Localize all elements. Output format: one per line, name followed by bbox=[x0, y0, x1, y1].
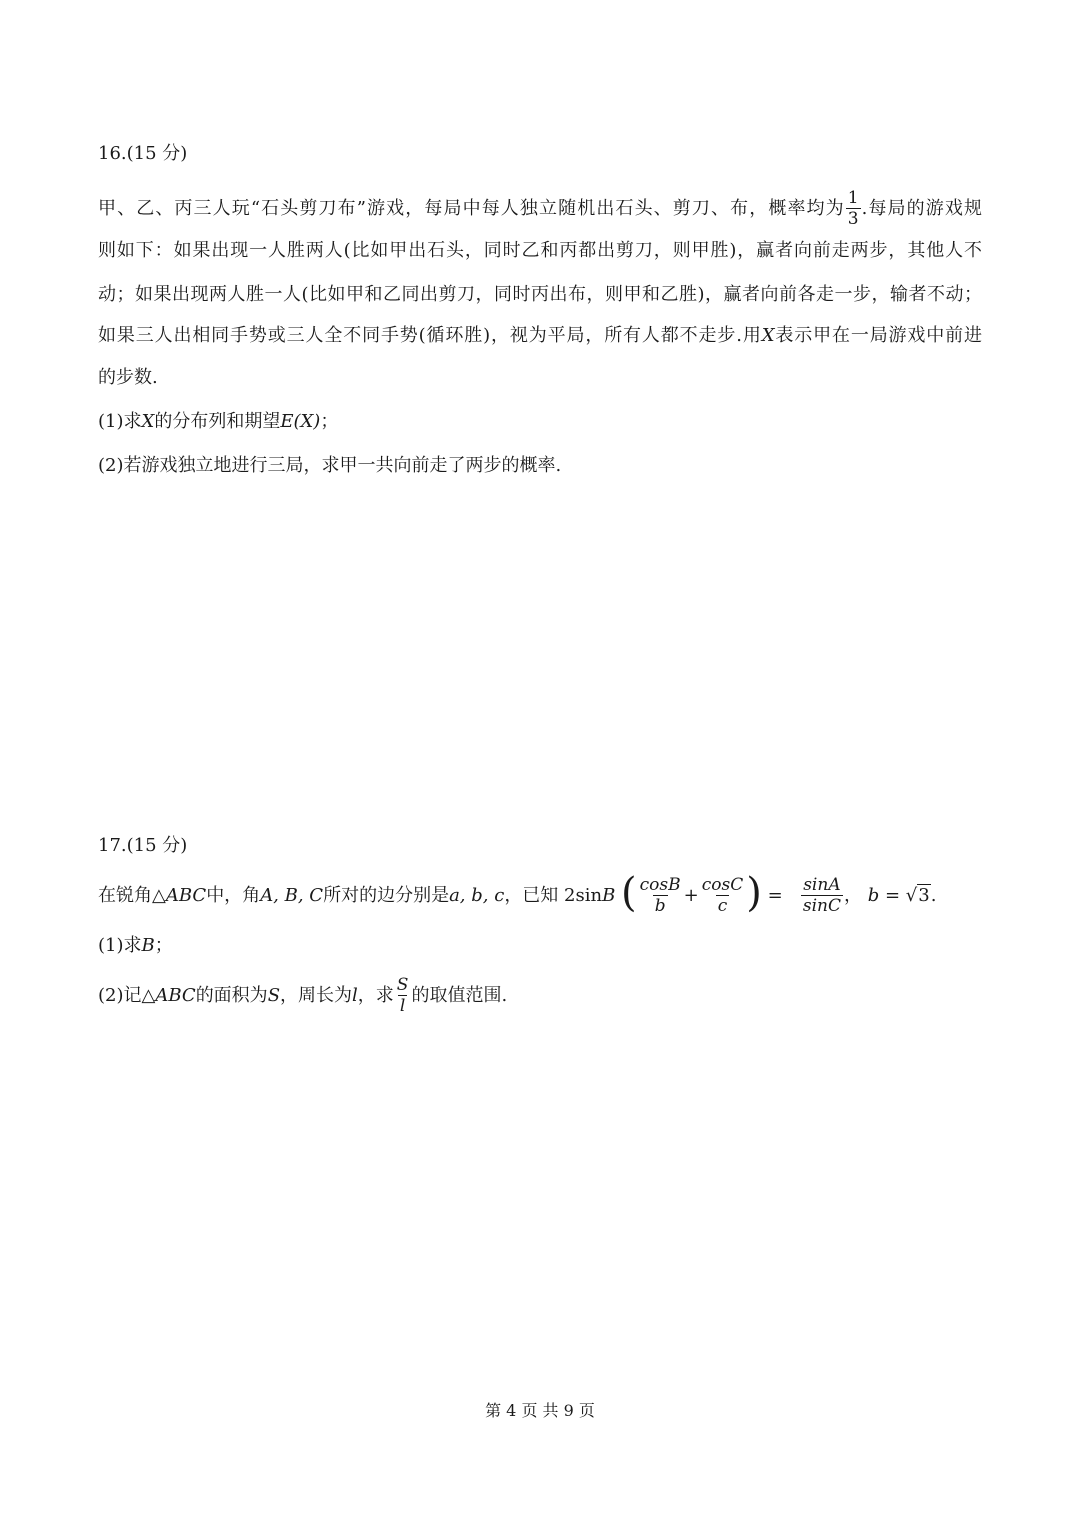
q17-sub-2 bbox=[98, 972, 507, 1020]
fraction-cosc-over-c bbox=[700, 877, 746, 915]
q16-sub1-tail: ； bbox=[320, 411, 339, 432]
q16-line-5: 的步数. bbox=[98, 367, 158, 388]
frac-num: sinA bbox=[803, 875, 841, 895]
q16-sub1-label: (1)求 bbox=[98, 411, 142, 432]
q17-line-1 bbox=[98, 870, 936, 922]
page-footer: 第 4 页 共 9 页 bbox=[485, 1401, 595, 1420]
b-equals: b = bbox=[867, 885, 906, 906]
q17-sub1-label: (1)求 bbox=[98, 935, 142, 956]
q17-header: 17.(15 分) bbox=[98, 835, 188, 856]
q17-sub2-label: (2)记△ bbox=[98, 985, 156, 1006]
fraction-cosb-over-b bbox=[638, 877, 683, 915]
q16-header: 16.(15 分) bbox=[98, 143, 188, 164]
var-b: B bbox=[141, 935, 155, 956]
equals-sign: = bbox=[767, 885, 783, 906]
var-l: l bbox=[352, 985, 358, 1006]
q16-line-1 bbox=[98, 190, 982, 228]
angles-abc: A, B, C bbox=[260, 885, 324, 906]
q16-line-3: 动；如果出现两人胜一人(比如甲和乙同出剪刀，同时丙出布，则甲和乙胜)，赢者向前各走一步，输者不动； bbox=[98, 284, 982, 305]
q16-sub1-text: 的分布列和期望 bbox=[154, 411, 281, 432]
var-x: X bbox=[141, 411, 155, 432]
sides-abc: a, b, c bbox=[449, 885, 505, 906]
frac-num: S bbox=[396, 975, 409, 995]
frac-num: 1 bbox=[847, 188, 859, 208]
q16-line4-text: 如果三人出相同手势或三人全不同手势(循环胜)，视为平局，所有人都不走步.用 bbox=[98, 325, 762, 346]
plus-sign: + bbox=[683, 885, 699, 906]
q17-l1-b: 所对的边分别是 bbox=[323, 885, 450, 906]
frac-num: cosC bbox=[701, 875, 744, 895]
var-s: S bbox=[267, 985, 281, 1006]
frac-den: c bbox=[717, 896, 728, 916]
q16-sub-2: (2)若游戏独立地进行三局，求甲一共向前走了两步的概率. bbox=[98, 455, 562, 476]
q16-line-4 bbox=[98, 324, 982, 348]
right-paren: ) bbox=[746, 870, 762, 916]
q16-line-2: 则如下：如果出现一人胜两人(比如甲出石头，同时乙和丙都出剪刀，则甲胜)，赢者向前走两步，其他人不 bbox=[98, 240, 982, 261]
q17-sub2-c: ，求 bbox=[357, 985, 394, 1006]
frac-num: cosB bbox=[639, 875, 681, 895]
q17-l1-end: . bbox=[930, 885, 937, 906]
sqrt-icon: √ bbox=[905, 885, 918, 906]
triangle-abc: ABC bbox=[165, 885, 207, 906]
q16-fraction-one-third bbox=[846, 190, 861, 228]
var-b: B bbox=[602, 885, 616, 906]
q16-sub-1 bbox=[98, 410, 338, 434]
q17-l1-comma: ， bbox=[843, 885, 862, 906]
q17-sub1-tail: ； bbox=[154, 935, 173, 956]
q17-l1-c: ，已知 2sin bbox=[504, 885, 603, 906]
q17-sub2-b: ，周长为 bbox=[280, 985, 353, 1006]
q17-sub2-a: 的面积为 bbox=[195, 985, 268, 1006]
q17-sub-1 bbox=[98, 934, 173, 958]
q17-l1-a: 中，角 bbox=[206, 885, 261, 906]
q16-line1-tail: .每局的游戏规 bbox=[861, 198, 982, 219]
q17-l1-text: 在锐角△ bbox=[98, 885, 166, 906]
frac-den: 3 bbox=[847, 209, 859, 229]
q16-line4-tail: 表示甲在一局游戏中前进 bbox=[774, 325, 983, 346]
sqrt-value: 3 bbox=[918, 885, 930, 906]
fraction-s-over-l bbox=[395, 977, 411, 1015]
frac-den: l bbox=[399, 996, 406, 1016]
q17-sub2-end: 的取值范围. bbox=[411, 985, 508, 1006]
left-paren: ( bbox=[621, 870, 637, 916]
var-x: X bbox=[761, 325, 775, 346]
triangle-abc: ABC bbox=[155, 985, 196, 1006]
expectation-ex: E(X) bbox=[280, 411, 321, 432]
frac-den: sinC bbox=[802, 896, 841, 916]
q16-line1-text: 甲、乙、丙三人玩“石头剪刀布”游戏，每局中每人独立随机出石头、剪刀、布，概率均为 bbox=[98, 198, 845, 219]
fraction-sina-over-sinc bbox=[801, 877, 843, 915]
frac-den: b bbox=[654, 896, 666, 916]
